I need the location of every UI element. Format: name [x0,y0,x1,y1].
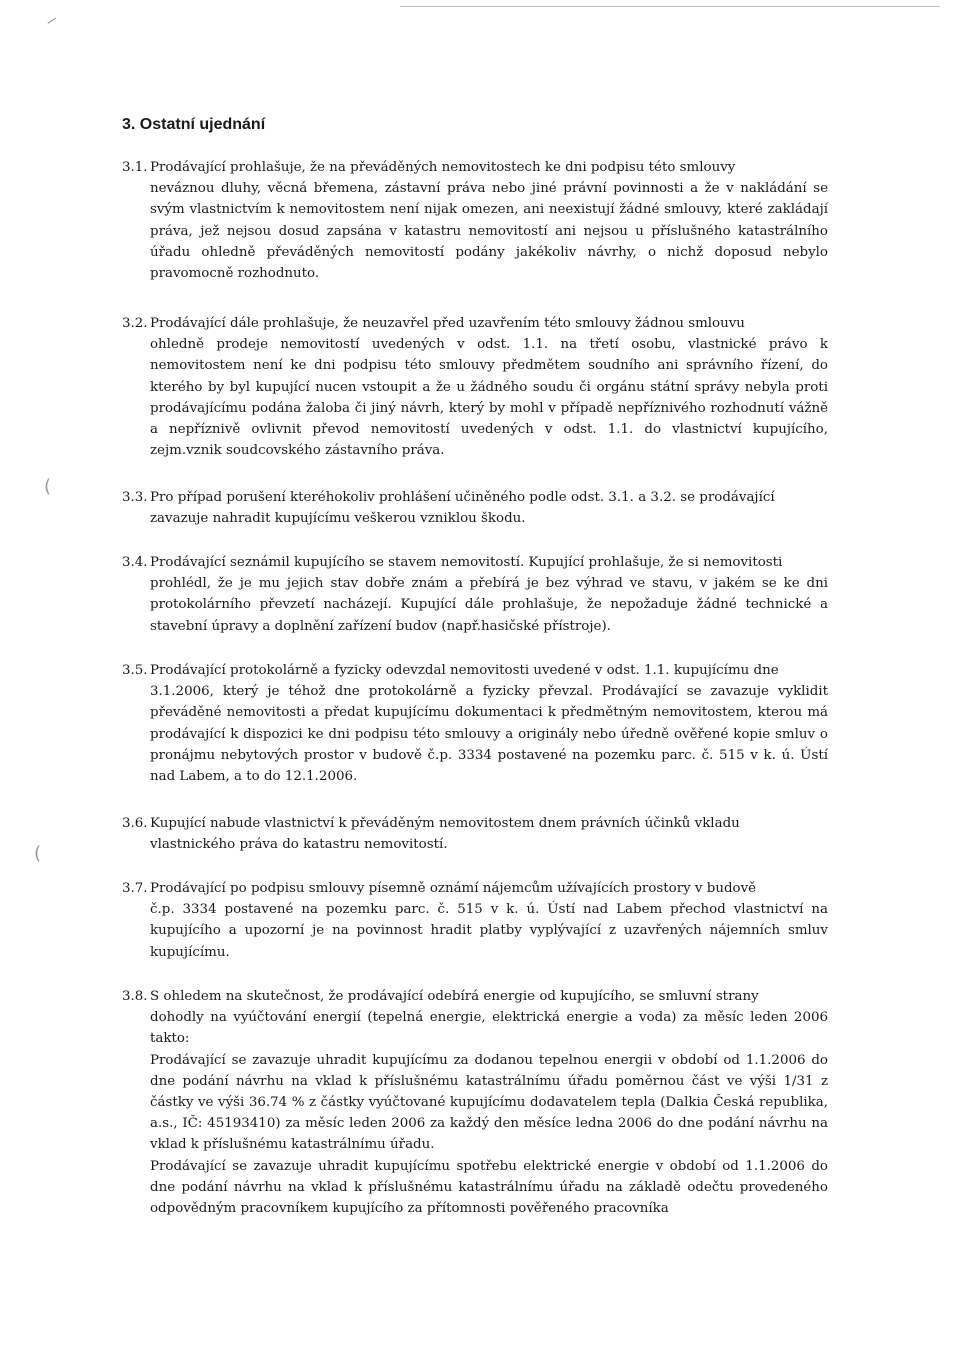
paragraph-lead: Prodávající po podpisu smlouvy písemně oznámí nájemcům užívajících prostory v budově [150,881,757,896]
section-title: 3. Ostatní ujednání [122,116,266,133]
scan-edge-line [400,6,940,7]
paragraph-lead: Pro případ porušení kteréhokoliv prohlášení učiněného podle odst. 3.1. a 3.2. se prodávající [150,490,775,505]
paragraph-text: ohledně prodeje nemovitostí uvedených v odst. 1.1. na třetí osobu, vlastnické právo k nemovitostem není ke dni podpisu této smlouvy předmětem soudního ani správního řízení, do kterého by byl kupující nucen vstoupit a že u žádného soudu či orgánu státní správy nebyla proti prodávajícímu podána žaloba či jiný návrh, který by mohl v případě nepříznivého rozhodnutí vážně a nepříznivě ovlivnit převod nemovitostí uvedených v odst. 1.1. do vlastnictví kupujícího, zejm.vznik soudcovského zástavního práva. [150,337,828,459]
paragraph-text: 3.1.2006, který je téhož dne protokolárně a fyzicky převzal. Prodávající se zavazuje vyklidit převáděné nemovitosti a předat kupujícímu dokumentaci k předmětným nemovitostem, kterou má prodávající k dispozici ke dni podpisu této smlouvy a originály nebo úředně ověřené kopie smluv o pronájmu nebytových prostor v budově č.p. 3334 postavené na pozemku parc. č. 515 v k. ú. Ústí nad Labem, a to do 12.1.2006. [150,684,828,785]
margin-mark: ( [34,843,42,864]
margin-mark: ( [44,476,52,497]
paragraph-3-3 [122,487,828,529]
paragraph-text: prohlédl, že je mu jejich stav dobře znám a přebírá je bez výhrad ve stavu, v jakém se ke dni protokolárního převzetí nacházejí. Kupující dále prohlašuje, že nepožaduje žádné technické a stavební úpravy a doplnění zařízení budov (např.hasičské přístroje). [150,576,828,634]
paragraph-number: 3.4. [122,555,148,570]
paragraph-text: Prodávající se zavazuje uhradit kupujícímu za dodanou tepelnou energii v období od 1.1.2006 do dne podání návrhu na vklad k příslušnému katastrálnímu úřadu poměrnou část ve výši 1/31 z částky ve výši 36.74 % z částky vyúčtované kupujícímu dodavatelem tepla (Dalkia Česká republika, a.s., IČ: 45193410) za měsíc leden 2006 za každý den měsíce ledna 2006 do dne podání návrhu na vklad k příslušnému katastrálnímu úřadu. [150,1052,828,1153]
paragraph-lead: Kupující nabude vlastnictví k převáděným nemovitostem dnem právních účinků vkladu [150,816,740,831]
paragraph-3-7 [122,878,828,963]
paragraph-number: 3.1. [122,160,148,175]
paragraph-3-6 [122,813,828,855]
paragraph-number: 3.8. [122,989,148,1004]
paragraph-3-5 [122,660,828,787]
paragraph-number: 3.6. [122,816,148,831]
paragraph-text: dohodly na vyúčtování energií (tepelná energie, elektrická energie a voda) za měsíc leden 2006 takto: [150,1010,828,1047]
paragraph-text: vlastnického práva do katastru nemovitostí. [150,837,448,853]
paragraph-text: Prodávající se zavazuje uhradit kupujícímu spotřebu elektrické energie v období od 1.1.2006 do dne podání návrhu na vklad k příslušnému katastrálnímu úřadu na základě odečtu provedeného odpovědným pracovníkem kupujícího za přítomnosti pověřeného pracovníka [150,1158,828,1217]
paragraph-lead: S ohledem na skutečnost, že prodávající odebírá energie od kupujícího, se smluvní strany [150,989,759,1004]
paragraph-number: 3.3. [122,490,148,505]
paragraph-3-8 [122,986,828,1219]
scan-artifact: ⸝ [45,3,61,29]
paragraph-text: č.p. 3334 postavené na pozemku parc. č. 515 v k. ú. Ústí nad Labem přechod vlastnictví na kupujícího a upozorní je na povinnost hradit platby vyplývající z uzavřených nájemních smluv kupujícímu. [150,902,828,960]
paragraph-3-4 [122,552,828,637]
paragraph-3-2 [122,313,828,461]
paragraph-number: 3.5. [122,663,148,678]
paragraph-text: zavazuje nahradit kupujícímu veškerou vzniklou škodu. [150,511,526,527]
paragraph-text: neváznou dluhy, věcná břemena, zástavní práva nebo jiné právní povinnosti a že v nakládání se svým vlastnictvím k nemovitostem není nijak omezen, ani neexistují žádné smlouvy, které zakládají práva, jež nejsou dosud zapsána v katastru nemovitostí ani nejsou u příslušného katastrálního úřadu ohledně převáděných nemovitostí podány jakékoliv návrhy, o nichž doposud nebylo pravomocně rozhodnuto. [150,181,828,282]
paragraph-number: 3.2. [122,316,148,331]
paragraph-3-1 [122,157,828,284]
paragraph-number: 3.7. [122,881,148,896]
paragraph-lead: Prodávající dále prohlašuje, že neuzavřel před uzavřením této smlouvy žádnou smlouvu [150,316,745,331]
paragraph-lead: Prodávající protokolárně a fyzicky odevzdal nemovitosti uvedené v odst. 1.1. kupujícímu dne [150,663,779,678]
paragraph-lead: Prodávající seznámil kupujícího se stavem nemovitostí. Kupující prohlašuje, že si nemovitosti [150,555,783,570]
paragraph-lead: Prodávající prohlašuje, že na převáděných nemovitostech ke dni podpisu této smlouvy [150,160,736,175]
